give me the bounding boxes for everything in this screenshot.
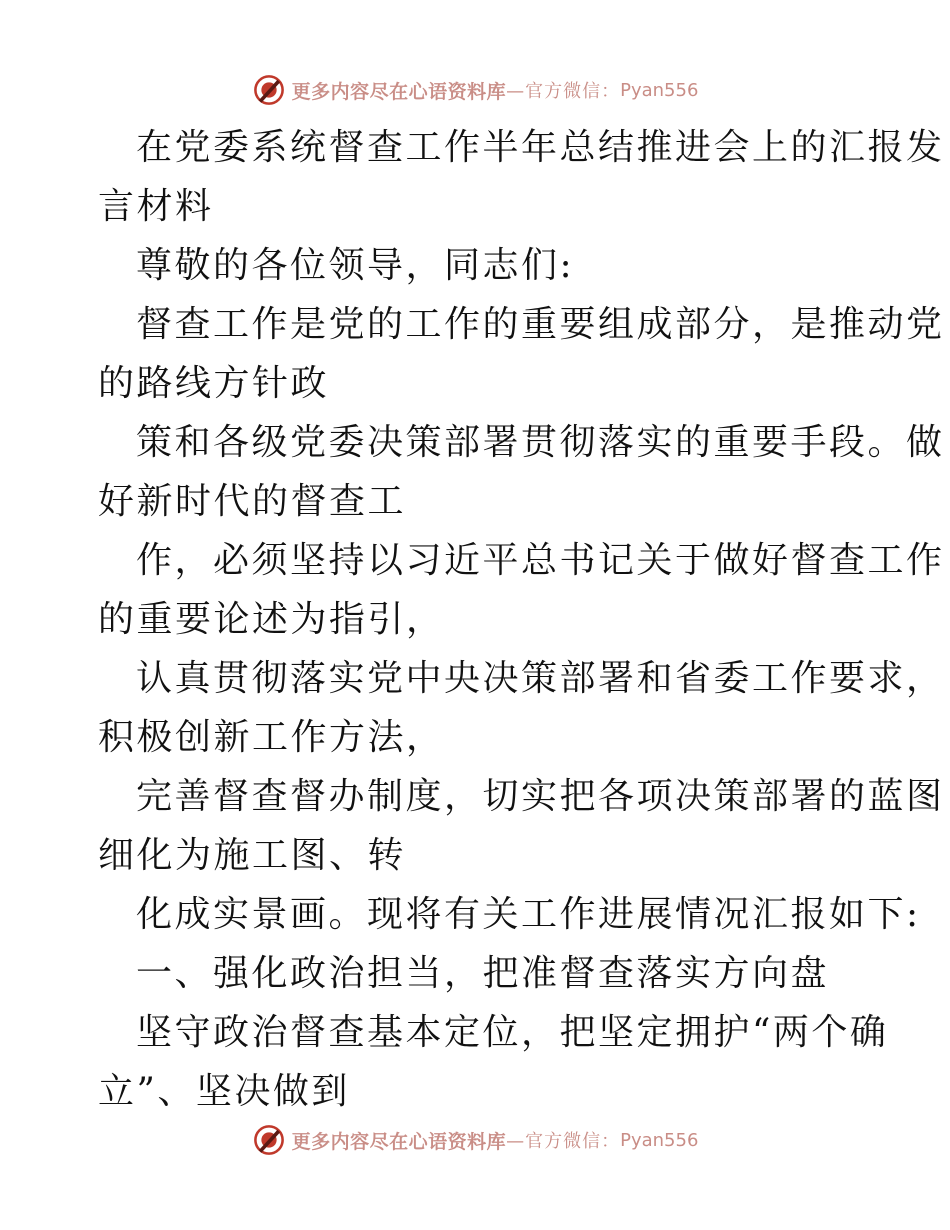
watermark-main-text: 更多内容尽在心语资料库	[291, 1130, 507, 1153]
paragraph-line: 积极创新工作方法，	[98, 717, 445, 758]
paragraph-line: 坚守政治督查基本定位，把坚定拥护“两个确	[136, 1012, 889, 1053]
footer-watermark-banner	[0, 1120, 950, 1160]
paragraph-line: 完善督查督办制度，切实把各项决策部署的蓝图	[136, 776, 945, 817]
paragraph-line: 好新时代的督查工	[98, 481, 407, 522]
header-watermark-banner	[0, 70, 950, 110]
paragraph-line: 认真贯彻落实党中央决策部署和省委工作要求，	[136, 658, 945, 699]
watermark-sub-text: —官方微信：	[506, 1131, 621, 1152]
doc-title-line-1: 在党委系统督查工作半年总结推进会上的汇报发	[136, 127, 945, 168]
paragraph-line: 化成实景画。现将有关工作进展情况汇报如下:	[136, 894, 921, 935]
paragraph-line: 的重要论述为指引，	[98, 599, 445, 640]
watermark-sub-text: —官方微信：	[506, 81, 621, 102]
watermark-main-text: 更多内容尽在心语资料库	[291, 80, 507, 103]
paragraph-line: 策和各级党委决策部署贯彻落实的重要手段。做	[136, 422, 945, 463]
watermark-wechat-id: Pyan556	[620, 1129, 699, 1151]
section-heading: 一、强化政治担当，把准督查落实方向盘	[136, 953, 830, 994]
brand-logo-icon	[252, 1123, 286, 1157]
paragraph-line: 立”、坚决做到	[98, 1071, 350, 1112]
watermark-wechat-id: Pyan556	[620, 79, 699, 101]
paragraph-line: 细化为施工图、转	[98, 835, 407, 876]
salutation: 尊敬的各位领导，同志们:	[136, 245, 575, 286]
paragraph-line: 的路线方针政	[98, 363, 330, 404]
brand-logo-icon	[252, 73, 286, 107]
paragraph-line: 督查工作是党的工作的重要组成部分，是推动党	[136, 304, 945, 345]
paragraph-line: 作，必须坚持以习近平总书记关于做好督查工作	[136, 540, 945, 581]
doc-title-line-2: 言材料	[98, 186, 214, 227]
document-body	[98, 118, 945, 1121]
